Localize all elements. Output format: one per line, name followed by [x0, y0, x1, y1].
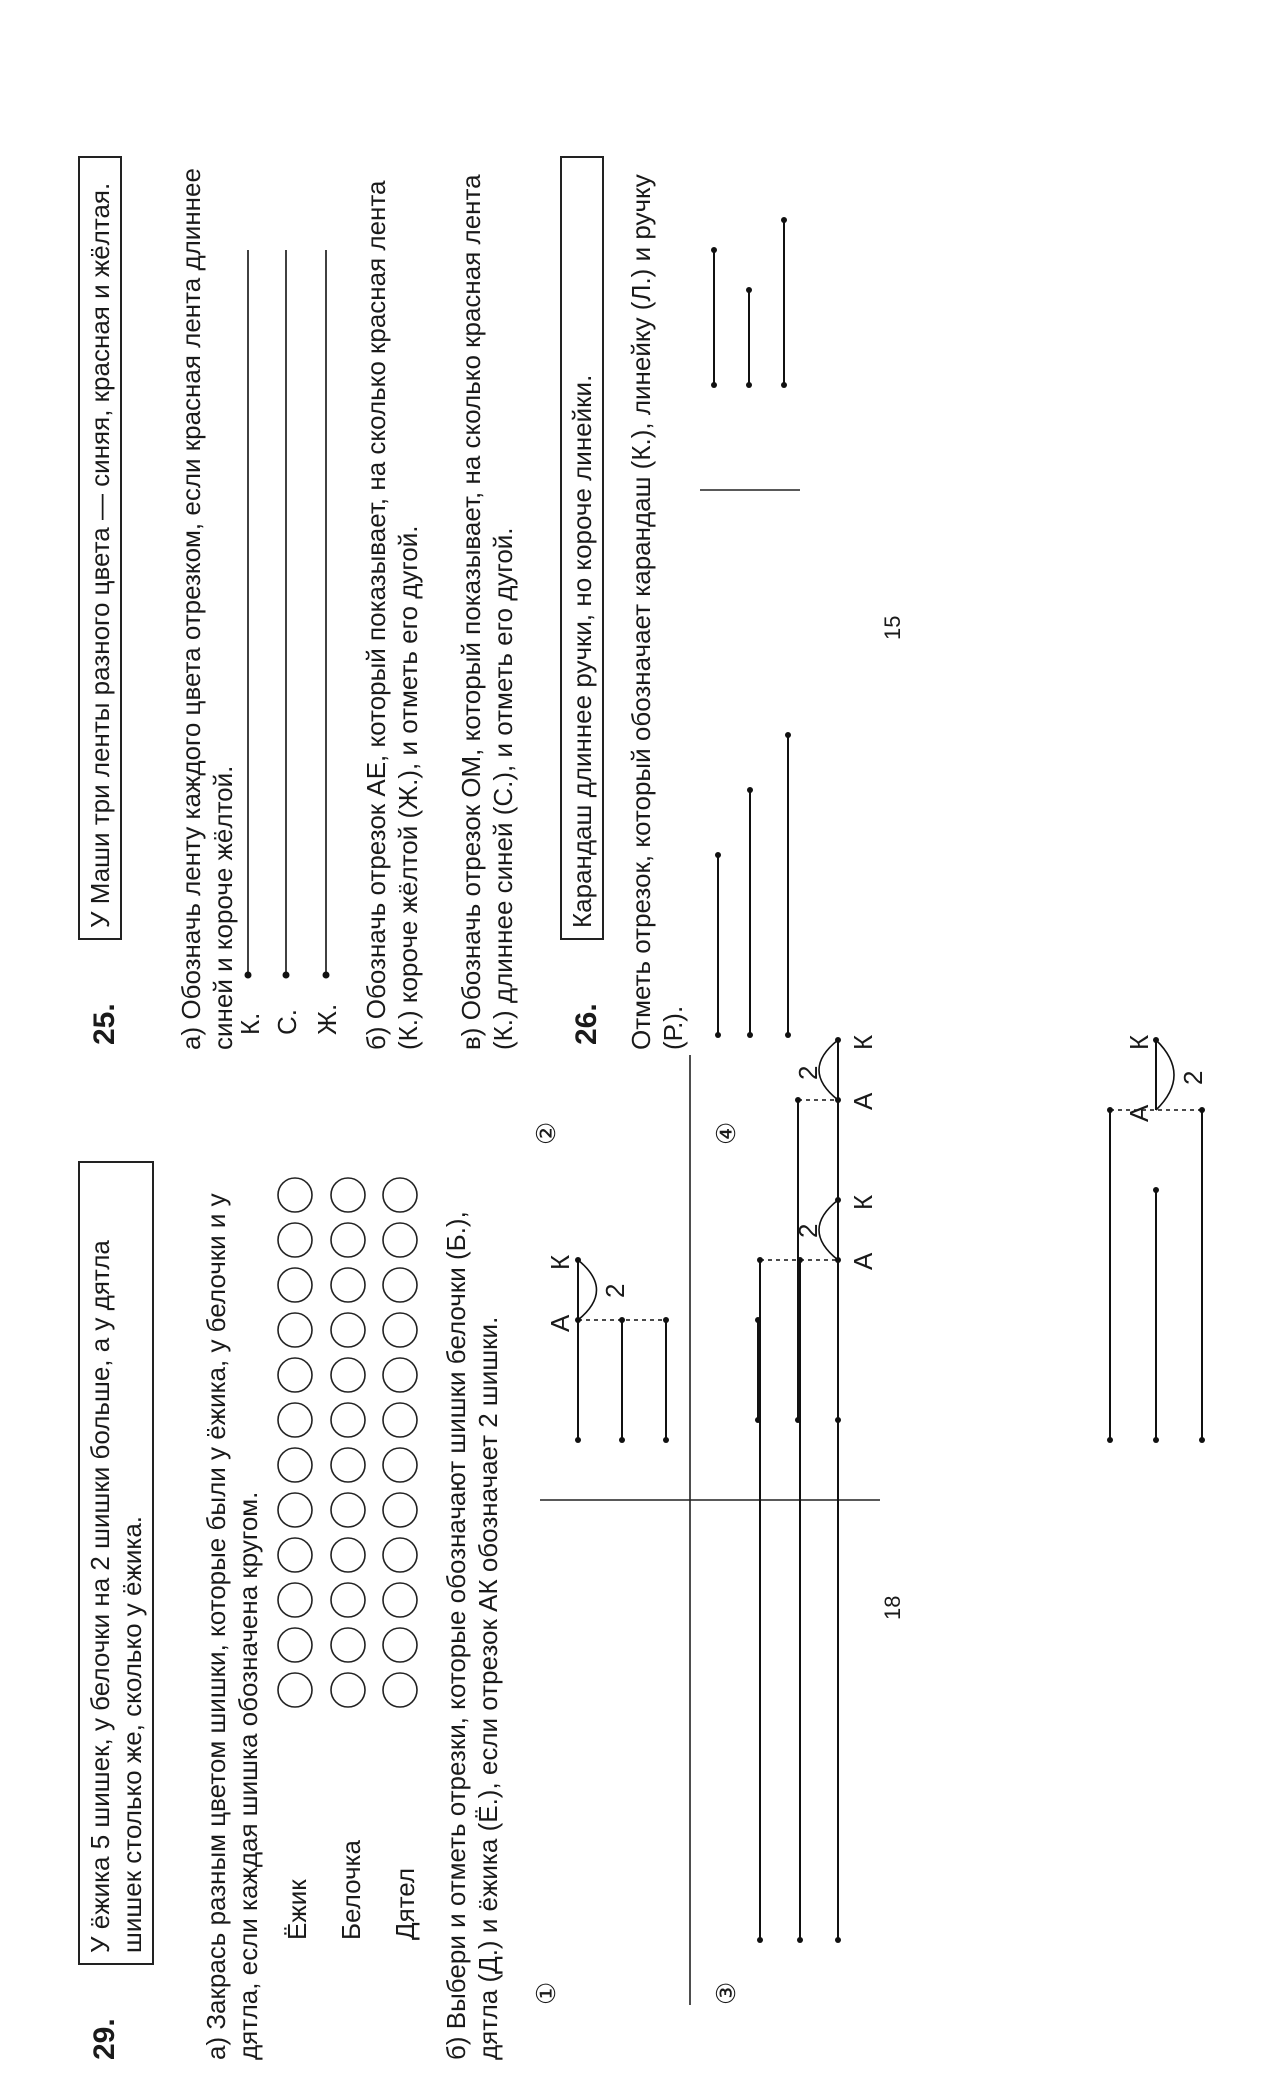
- ribbon-label-blue: С.: [272, 1009, 302, 1035]
- row-label-belochka: Белочка: [336, 1840, 366, 1940]
- label-k: К: [545, 1254, 575, 1270]
- task-25-part-b: б) Обозначь отрезок АЕ, который показывает, на сколько красная лента (К.) короче жёлтой (Ж.), и отметь его дугой.: [361, 180, 423, 1050]
- option-1-marker: ①: [531, 1981, 561, 2005]
- option-2-marker: ②: [531, 1121, 561, 1145]
- label-2: 2: [1178, 1070, 1208, 1085]
- task-25-number: 25.: [88, 1003, 121, 1045]
- label-a: А: [545, 1314, 575, 1332]
- option-4-marker: ④: [711, 1121, 741, 1145]
- ribbon-label-yellow: Ж.: [312, 1003, 342, 1035]
- label-2: 2: [600, 1283, 630, 1298]
- row-label-dyatel: Дятел: [390, 1867, 420, 1940]
- option-3-marker: ③: [711, 1981, 741, 2005]
- label-k: К: [848, 1194, 878, 1210]
- label-a: А: [1124, 1104, 1154, 1122]
- label-a: А: [848, 1252, 878, 1270]
- ribbon-label-red: К.: [235, 1012, 265, 1035]
- task-29-part-b: б) Выбери и отметь отрезки, которые обозначают шишки белочки (Б.), дятла (Д.) и ёжика (Ё.), если отрезок АК обозначает 2 шишки.: [441, 1211, 503, 2060]
- task-29-statement: У ёжика 5 шишек, у белочки на 2 шишки больше, а у дятла шишек столько же, сколько у ёжика.: [78, 1161, 154, 1965]
- segments-group-left: [715, 732, 791, 1038]
- task-25-part-a: а) Обозначь ленту каждого цвета отрезком, если красная лента длиннее синей и короче жёлтой.: [176, 168, 238, 1050]
- task-29-part-a: а) Закрась разным цветом шишки, которые были у ёжика, у белочки и у дятла, если каждая шишка обозначена кругом.: [201, 1193, 263, 2060]
- label-k: К: [1124, 1034, 1154, 1050]
- task-25-statement: У Маши три ленты разного цвета — синяя, красная и жёлтая.: [78, 156, 122, 940]
- label-2: 2: [793, 1065, 823, 1080]
- page-number-left: 18: [880, 1595, 905, 1620]
- label-2: 2: [793, 1223, 823, 1238]
- task-25-part-c: в) Обозначь отрезок ОМ, который показывает, на сколько красная лента (К.) длиннее синей (С.), и отметь его дугой.: [456, 174, 518, 1050]
- label-a: А: [848, 1092, 878, 1110]
- row-label-ezhik: Ёжик: [282, 1879, 312, 1940]
- task-26-text: Отметь отрезок, который обозначает карандаш (К.), линейку (Л.) и ручку (Р.).: [626, 174, 688, 1050]
- task-26-number: 26.: [570, 1003, 603, 1045]
- label-k: К: [848, 1034, 878, 1050]
- page-number-right: 15: [880, 615, 905, 640]
- task-29-number: 29.: [88, 2018, 121, 2060]
- task-26-statement: Карандаш длиннее ручки, но короче линейки.: [560, 156, 604, 940]
- segments-group-right: [711, 217, 787, 388]
